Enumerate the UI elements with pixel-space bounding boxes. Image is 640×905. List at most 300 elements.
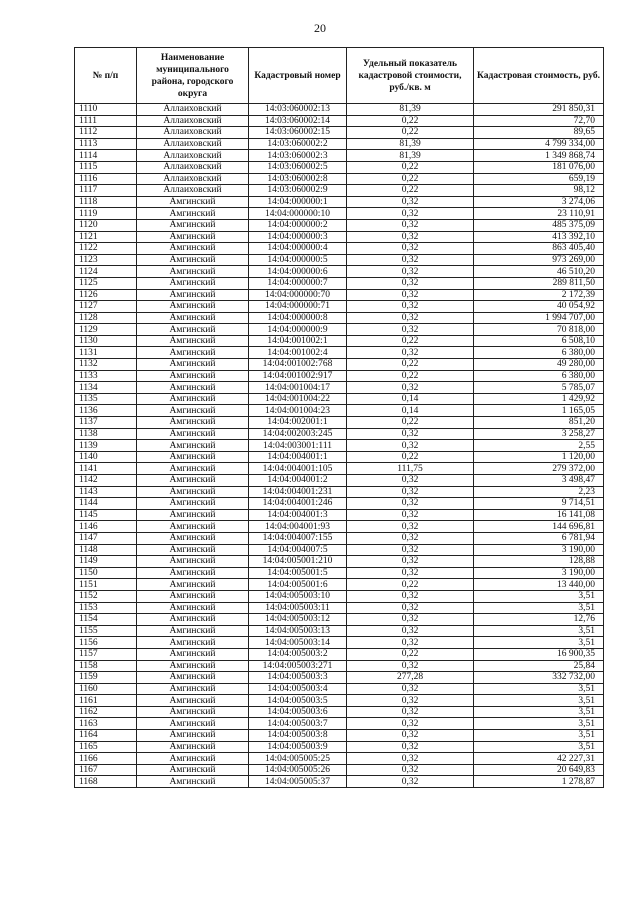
cell-specific-value: 0,32	[347, 324, 474, 336]
cell-cadastral-number: 14:04:000000:5	[249, 254, 347, 266]
table-row	[75, 556, 604, 568]
cell-cadastral-number: 14:04:000000:1	[249, 196, 347, 208]
cell-num: 1140	[75, 451, 137, 463]
cell-specific-value: 277,28	[347, 672, 474, 684]
cell-cadastral-number: 14:03:060002:8	[249, 173, 347, 185]
cell-num: 1167	[75, 764, 137, 776]
cell-num: 1151	[75, 579, 137, 591]
cell-district: Амгинский	[137, 776, 249, 788]
cell-cadastral-number: 14:04:001004:23	[249, 405, 347, 417]
cell-num: 1156	[75, 637, 137, 649]
cell-num: 1166	[75, 753, 137, 765]
cell-district: Амгинский	[137, 532, 249, 544]
cell-cadastral-number: 14:04:004001:93	[249, 521, 347, 533]
table-row	[75, 335, 604, 347]
cell-cadastral-number: 14:04:004001:2	[249, 475, 347, 487]
cell-specific-value: 0,32	[347, 428, 474, 440]
cell-cadastral-number: 14:03:060002:3	[249, 150, 347, 162]
cell-district: Амгинский	[137, 231, 249, 243]
cell-cadastral-cost: 332 732,00	[474, 672, 604, 684]
cell-num: 1150	[75, 567, 137, 579]
cell-specific-value: 0,22	[347, 173, 474, 185]
cell-cadastral-number: 14:04:002001:1	[249, 417, 347, 429]
cell-num: 1129	[75, 324, 137, 336]
cell-district: Амгинский	[137, 521, 249, 533]
cell-cadastral-cost: 1 165,05	[474, 405, 604, 417]
cell-district: Амгинский	[137, 486, 249, 498]
table-row	[75, 764, 604, 776]
table-row	[75, 417, 604, 429]
cell-num: 1111	[75, 115, 137, 127]
cell-num: 1149	[75, 556, 137, 568]
cell-cadastral-number: 14:03:060002:9	[249, 185, 347, 197]
cell-specific-value: 0,32	[347, 567, 474, 579]
cell-num: 1118	[75, 196, 137, 208]
cell-cadastral-cost: 6 781,94	[474, 532, 604, 544]
cell-num: 1132	[75, 359, 137, 371]
cell-num: 1112	[75, 127, 137, 139]
cell-cadastral-cost: 49 280,00	[474, 359, 604, 371]
table-row	[75, 521, 604, 533]
cell-specific-value: 0,22	[347, 579, 474, 591]
cell-district: Аллаиховский	[137, 104, 249, 116]
table-row	[75, 347, 604, 359]
table-row	[75, 161, 604, 173]
cell-cadastral-number: 14:04:001002:768	[249, 359, 347, 371]
cell-specific-value: 0,22	[347, 370, 474, 382]
table-row	[75, 359, 604, 371]
cell-cadastral-cost: 485 375,09	[474, 219, 604, 231]
cell-district: Амгинский	[137, 208, 249, 220]
cell-district: Амгинский	[137, 683, 249, 695]
cell-cadastral-cost: 2,55	[474, 440, 604, 452]
cell-district: Амгинский	[137, 266, 249, 278]
cell-specific-value: 0,32	[347, 590, 474, 602]
cell-cadastral-number: 14:04:000000:2	[249, 219, 347, 231]
cell-district: Амгинский	[137, 463, 249, 475]
cell-cadastral-cost: 40 054,92	[474, 301, 604, 313]
cell-cadastral-cost: 3,51	[474, 683, 604, 695]
cell-district: Амгинский	[137, 254, 249, 266]
cell-cadastral-cost: 89,65	[474, 127, 604, 139]
cell-specific-value: 0,32	[347, 683, 474, 695]
cell-specific-value: 81,39	[347, 150, 474, 162]
cell-cadastral-cost: 98,12	[474, 185, 604, 197]
cell-specific-value: 81,39	[347, 104, 474, 116]
table-row	[75, 428, 604, 440]
cell-cadastral-cost: 1 120,00	[474, 451, 604, 463]
cell-num: 1116	[75, 173, 137, 185]
header-cadastral-cost: Кадастровая стоимость, руб.	[474, 48, 604, 104]
cell-district: Амгинский	[137, 625, 249, 637]
cell-num: 1133	[75, 370, 137, 382]
cell-specific-value: 0,22	[347, 185, 474, 197]
cell-num: 1148	[75, 544, 137, 556]
cell-specific-value: 0,32	[347, 695, 474, 707]
cell-cadastral-number: 14:04:004001:246	[249, 498, 347, 510]
cell-cadastral-number: 14:04:005003:2	[249, 648, 347, 660]
table-row	[75, 706, 604, 718]
cell-cadastral-number: 14:04:001002:917	[249, 370, 347, 382]
cell-cadastral-number: 14:04:001002:1	[249, 335, 347, 347]
cell-num: 1123	[75, 254, 137, 266]
cell-specific-value: 0,32	[347, 556, 474, 568]
cell-num: 1126	[75, 289, 137, 301]
cell-cadastral-number: 14:04:000000:9	[249, 324, 347, 336]
cell-district: Амгинский	[137, 370, 249, 382]
cell-cadastral-number: 14:04:000000:3	[249, 231, 347, 243]
table-row	[75, 660, 604, 672]
cell-district: Амгинский	[137, 753, 249, 765]
cell-cadastral-cost: 3,51	[474, 706, 604, 718]
table-row	[75, 150, 604, 162]
cell-district: Амгинский	[137, 382, 249, 394]
cell-cadastral-cost: 279 372,00	[474, 463, 604, 475]
cell-district: Амгинский	[137, 243, 249, 255]
cell-district: Амгинский	[137, 312, 249, 324]
cell-district: Амгинский	[137, 359, 249, 371]
table-row	[75, 509, 604, 521]
cell-cadastral-cost: 851,20	[474, 417, 604, 429]
cell-cadastral-number: 14:04:000000:8	[249, 312, 347, 324]
cell-cadastral-cost: 128,88	[474, 556, 604, 568]
cell-specific-value: 0,22	[347, 359, 474, 371]
cell-cadastral-cost: 3,51	[474, 730, 604, 742]
cell-specific-value: 0,32	[347, 382, 474, 394]
cell-specific-value: 0,32	[347, 602, 474, 614]
cell-district: Амгинский	[137, 579, 249, 591]
cell-cadastral-number: 14:04:005003:13	[249, 625, 347, 637]
table-row	[75, 277, 604, 289]
cell-cadastral-cost: 9 714,51	[474, 498, 604, 510]
table-row	[75, 243, 604, 255]
cell-num: 1162	[75, 706, 137, 718]
cell-cadastral-number: 14:04:001002:4	[249, 347, 347, 359]
cell-cadastral-number: 14:04:005003:5	[249, 695, 347, 707]
cell-num: 1139	[75, 440, 137, 452]
cell-cadastral-cost: 973 269,00	[474, 254, 604, 266]
table-row	[75, 486, 604, 498]
table-row	[75, 625, 604, 637]
table-row	[75, 312, 604, 324]
cell-num: 1145	[75, 509, 137, 521]
table-row	[75, 498, 604, 510]
cell-num: 1142	[75, 475, 137, 487]
table-header-row	[75, 48, 604, 104]
cell-district: Амгинский	[137, 556, 249, 568]
cell-specific-value: 0,32	[347, 625, 474, 637]
cell-district: Амгинский	[137, 718, 249, 730]
cell-num: 1146	[75, 521, 137, 533]
cell-district: Амгинский	[137, 590, 249, 602]
cell-specific-value: 0,32	[347, 614, 474, 626]
cell-district: Аллаиховский	[137, 138, 249, 150]
cell-cadastral-number: 14:04:004001:3	[249, 509, 347, 521]
cell-district: Амгинский	[137, 637, 249, 649]
cell-district: Амгинский	[137, 347, 249, 359]
cell-district: Амгинский	[137, 428, 249, 440]
cell-num: 1165	[75, 741, 137, 753]
cell-num: 1121	[75, 231, 137, 243]
table-row	[75, 405, 604, 417]
table-row	[75, 567, 604, 579]
cell-specific-value: 0,32	[347, 741, 474, 753]
cell-district: Амгинский	[137, 741, 249, 753]
cell-district: Амгинский	[137, 324, 249, 336]
cell-num: 1114	[75, 150, 137, 162]
cell-cadastral-number: 14:04:000000:10	[249, 208, 347, 220]
cell-cadastral-cost: 863 405,40	[474, 243, 604, 255]
cell-cadastral-cost: 2,23	[474, 486, 604, 498]
cell-district: Амгинский	[137, 730, 249, 742]
table-row	[75, 440, 604, 452]
cell-num: 1113	[75, 138, 137, 150]
cell-cadastral-cost: 181 076,00	[474, 161, 604, 173]
cell-cadastral-number: 14:03:060002:14	[249, 115, 347, 127]
cell-num: 1128	[75, 312, 137, 324]
header-specific-value: Удельный показатель кадастровой стоимости, руб./кв. м	[347, 48, 474, 104]
table-row	[75, 138, 604, 150]
cell-cadastral-cost: 413 392,10	[474, 231, 604, 243]
cell-cadastral-cost: 70 818,00	[474, 324, 604, 336]
cell-specific-value: 0,32	[347, 301, 474, 313]
cell-cadastral-cost: 3,51	[474, 625, 604, 637]
cell-cadastral-cost: 72,70	[474, 115, 604, 127]
cell-cadastral-number: 14:04:004007:155	[249, 532, 347, 544]
table-row	[75, 231, 604, 243]
cell-district: Амгинский	[137, 196, 249, 208]
cell-cadastral-number: 14:04:004001:1	[249, 451, 347, 463]
table-row	[75, 127, 604, 139]
cell-cadastral-cost: 3 274,06	[474, 196, 604, 208]
table-row	[75, 532, 604, 544]
table-row	[75, 544, 604, 556]
cell-specific-value: 0,22	[347, 335, 474, 347]
table-row	[75, 695, 604, 707]
table-row	[75, 579, 604, 591]
cell-cadastral-number: 14:03:060002:15	[249, 127, 347, 139]
cell-cadastral-number: 14:04:004001:231	[249, 486, 347, 498]
cell-num: 1115	[75, 161, 137, 173]
cell-district: Амгинский	[137, 277, 249, 289]
cell-cadastral-cost: 144 696,81	[474, 521, 604, 533]
table-row	[75, 614, 604, 626]
cell-num: 1110	[75, 104, 137, 116]
cell-cadastral-number: 14:04:005005:26	[249, 764, 347, 776]
cell-cadastral-number: 14:04:005003:11	[249, 602, 347, 614]
cell-cadastral-number: 14:04:004001:105	[249, 463, 347, 475]
cell-num: 1158	[75, 660, 137, 672]
cell-specific-value: 0,22	[347, 115, 474, 127]
table-row	[75, 208, 604, 220]
cell-cadastral-cost: 3 190,00	[474, 544, 604, 556]
cell-num: 1155	[75, 625, 137, 637]
cell-cadastral-cost: 3 190,00	[474, 567, 604, 579]
cell-specific-value: 0,32	[347, 730, 474, 742]
page-number: 20	[314, 21, 326, 35]
cell-cadastral-cost: 16 900,35	[474, 648, 604, 660]
cell-district: Амгинский	[137, 764, 249, 776]
cell-specific-value: 0,14	[347, 393, 474, 405]
cell-specific-value: 0,32	[347, 706, 474, 718]
cell-specific-value: 0,32	[347, 231, 474, 243]
cell-num: 1138	[75, 428, 137, 440]
cell-cadastral-number: 14:04:005001:5	[249, 567, 347, 579]
cell-district: Амгинский	[137, 695, 249, 707]
cell-num: 1154	[75, 614, 137, 626]
cell-specific-value: 0,32	[347, 637, 474, 649]
cell-specific-value: 0,22	[347, 417, 474, 429]
cell-cadastral-cost: 42 227,31	[474, 753, 604, 765]
table-row	[75, 637, 604, 649]
cell-specific-value: 0,32	[347, 509, 474, 521]
cell-cadastral-cost: 12,76	[474, 614, 604, 626]
cell-specific-value: 0,32	[347, 718, 474, 730]
cell-num: 1131	[75, 347, 137, 359]
table-row	[75, 196, 604, 208]
cell-district: Аллаиховский	[137, 173, 249, 185]
cell-district: Амгинский	[137, 509, 249, 521]
cell-num: 1159	[75, 672, 137, 684]
cell-cadastral-number: 14:04:005003:3	[249, 672, 347, 684]
cadastral-cost-table	[74, 47, 604, 788]
cell-district: Амгинский	[137, 405, 249, 417]
cell-cadastral-cost: 16 141,08	[474, 509, 604, 521]
cell-num: 1163	[75, 718, 137, 730]
cell-cadastral-number: 14:04:005005:25	[249, 753, 347, 765]
cell-specific-value: 0,22	[347, 451, 474, 463]
cell-cadastral-cost: 291 850,31	[474, 104, 604, 116]
cell-specific-value: 0,22	[347, 648, 474, 660]
cell-num: 1136	[75, 405, 137, 417]
cell-cadastral-cost: 6 508,10	[474, 335, 604, 347]
cell-num: 1141	[75, 463, 137, 475]
header-num: № п/п	[75, 48, 137, 104]
cell-num: 1122	[75, 243, 137, 255]
cell-cadastral-cost: 3,51	[474, 718, 604, 730]
cell-cadastral-number: 14:04:005003:8	[249, 730, 347, 742]
cell-cadastral-number: 14:04:005003:10	[249, 590, 347, 602]
cell-cadastral-number: 14:04:005003:14	[249, 637, 347, 649]
cell-specific-value: 0,32	[347, 208, 474, 220]
cell-specific-value: 0,32	[347, 498, 474, 510]
table-row	[75, 753, 604, 765]
cell-num: 1135	[75, 393, 137, 405]
table-row	[75, 289, 604, 301]
cell-district: Амгинский	[137, 289, 249, 301]
cell-specific-value: 0,32	[347, 219, 474, 231]
cell-district: Аллаиховский	[137, 127, 249, 139]
table-row	[75, 370, 604, 382]
cell-district: Амгинский	[137, 706, 249, 718]
cell-num: 1164	[75, 730, 137, 742]
cell-district: Амгинский	[137, 219, 249, 231]
cell-specific-value: 0,32	[347, 753, 474, 765]
table-row	[75, 301, 604, 313]
cell-num: 1143	[75, 486, 137, 498]
cell-specific-value: 0,32	[347, 277, 474, 289]
cell-cadastral-number: 14:04:005003:271	[249, 660, 347, 672]
cell-cadastral-cost: 1 994 707,00	[474, 312, 604, 324]
table-row	[75, 382, 604, 394]
cell-cadastral-number: 14:04:005001:6	[249, 579, 347, 591]
cell-specific-value: 0,22	[347, 127, 474, 139]
table-row	[75, 219, 604, 231]
table-row	[75, 463, 604, 475]
cell-cadastral-cost: 1 278,87	[474, 776, 604, 788]
cell-cadastral-number: 14:04:005003:12	[249, 614, 347, 626]
cell-cadastral-cost: 6 380,00	[474, 347, 604, 359]
table-row	[75, 475, 604, 487]
table-row	[75, 173, 604, 185]
table-row	[75, 648, 604, 660]
table-row	[75, 393, 604, 405]
cell-specific-value: 0,32	[347, 347, 474, 359]
cell-specific-value: 0,22	[347, 161, 474, 173]
cell-cadastral-number: 14:04:004007:5	[249, 544, 347, 556]
cell-cadastral-number: 14:04:000000:71	[249, 301, 347, 313]
cell-cadastral-number: 14:04:005003:6	[249, 706, 347, 718]
cell-num: 1125	[75, 277, 137, 289]
cell-cadastral-number: 14:04:002003:245	[249, 428, 347, 440]
cell-cadastral-cost: 6 380,00	[474, 370, 604, 382]
cell-district: Амгинский	[137, 393, 249, 405]
cell-cadastral-cost: 3,51	[474, 602, 604, 614]
cell-cadastral-number: 14:04:005003:4	[249, 683, 347, 695]
table-row	[75, 683, 604, 695]
cell-specific-value: 0,32	[347, 521, 474, 533]
cell-district: Амгинский	[137, 567, 249, 579]
cell-district: Амгинский	[137, 475, 249, 487]
cell-cadastral-cost: 2 172,39	[474, 289, 604, 301]
cell-district: Амгинский	[137, 660, 249, 672]
table-row	[75, 730, 604, 742]
cell-num: 1147	[75, 532, 137, 544]
cell-specific-value: 0,14	[347, 405, 474, 417]
table-row	[75, 254, 604, 266]
cell-specific-value: 0,32	[347, 475, 474, 487]
cell-district: Аллаиховский	[137, 150, 249, 162]
cell-cadastral-number: 14:03:060002:5	[249, 161, 347, 173]
cell-cadastral-cost: 13 440,00	[474, 579, 604, 591]
cell-cadastral-number: 14:04:005003:9	[249, 741, 347, 753]
cell-specific-value: 0,32	[347, 243, 474, 255]
cell-specific-value: 111,75	[347, 463, 474, 475]
cell-specific-value: 0,32	[347, 196, 474, 208]
cell-num: 1117	[75, 185, 137, 197]
cell-cadastral-cost: 46 510,20	[474, 266, 604, 278]
cell-num: 1153	[75, 602, 137, 614]
cell-cadastral-cost: 3 498,47	[474, 475, 604, 487]
table-row	[75, 590, 604, 602]
cell-cadastral-number: 14:04:000000:4	[249, 243, 347, 255]
cell-district: Амгинский	[137, 417, 249, 429]
cell-specific-value: 81,39	[347, 138, 474, 150]
table-row	[75, 451, 604, 463]
cell-district: Амгинский	[137, 498, 249, 510]
table-row	[75, 718, 604, 730]
header-district: Наименование муниципального района, городского округа	[137, 48, 249, 104]
cell-district: Амгинский	[137, 440, 249, 452]
cell-num: 1160	[75, 683, 137, 695]
cell-specific-value: 0,32	[347, 486, 474, 498]
table-body	[75, 104, 604, 788]
cell-cadastral-cost: 4 799 334,00	[474, 138, 604, 150]
cell-num: 1127	[75, 301, 137, 313]
cell-cadastral-cost: 3,51	[474, 695, 604, 707]
cell-num: 1168	[75, 776, 137, 788]
cell-cadastral-number: 14:04:005005:37	[249, 776, 347, 788]
